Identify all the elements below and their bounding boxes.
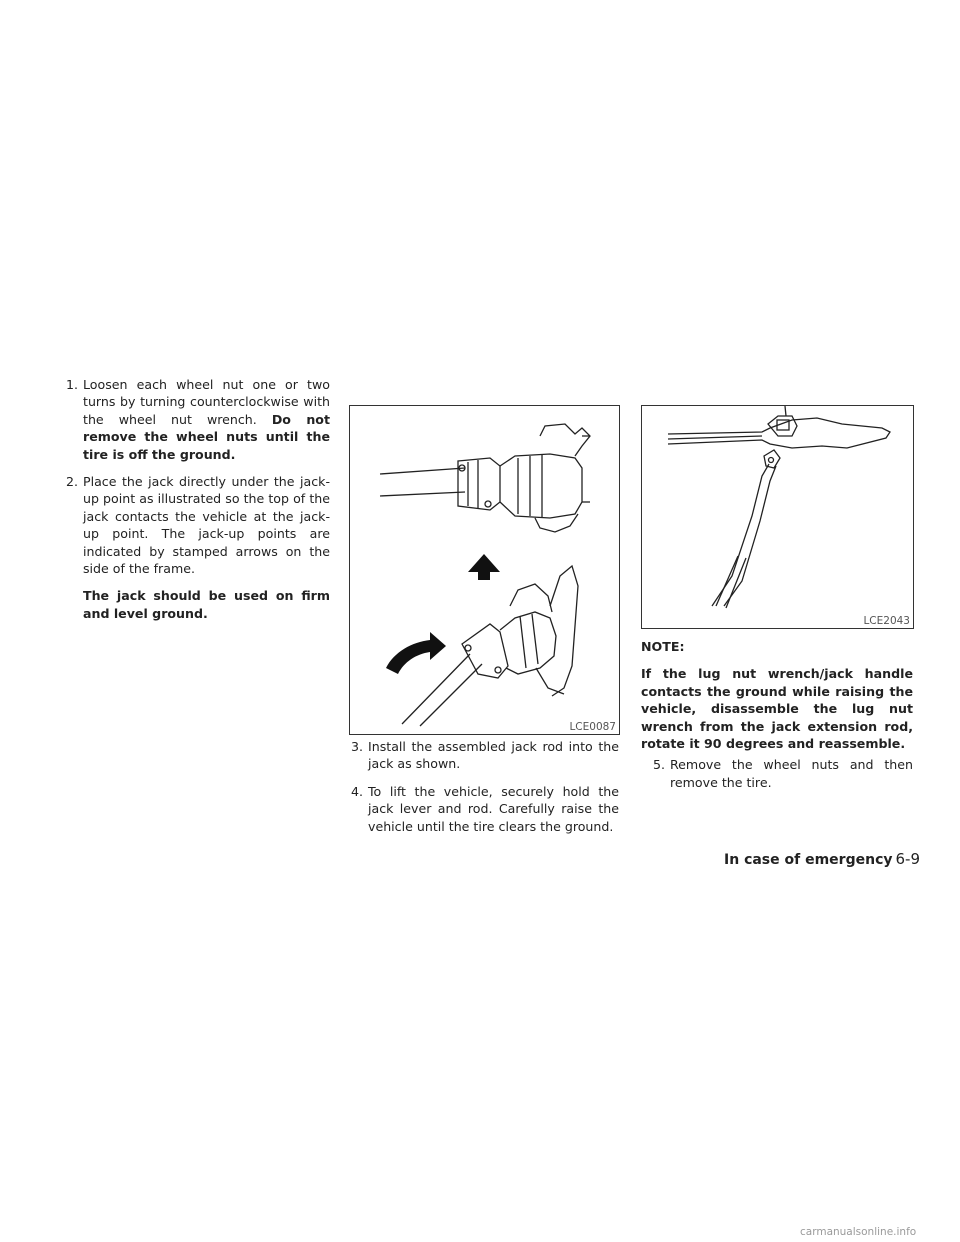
- column-middle: [351, 738, 619, 845]
- up-arrow-icon: [468, 554, 500, 580]
- figure-lug-wrench: [641, 405, 914, 629]
- page-footer: [724, 850, 920, 868]
- figure-code: LCE2043: [863, 615, 910, 627]
- step-text: To lift the vehicle, securely hold the jack lever and rod. Carefully raise the vehicle until the tire clears the ground.: [368, 783, 619, 834]
- step-number: 2.: [66, 474, 79, 490]
- step-number: 1.: [66, 377, 79, 392]
- watermark: carmanualsonline.info: [800, 1226, 917, 1238]
- step-number: 5.: [653, 757, 666, 773]
- step-3: [351, 738, 619, 773]
- curved-arrow-icon: [386, 632, 446, 674]
- step-4: [351, 783, 619, 835]
- step-text: Place the jack directly under the jack-up point as illustrated so the top of the jack contacts the vehicle at the jack-up point. The jack-up points are indicated by stamped arrows on the side of the frame.: [83, 474, 330, 577]
- step-1: [66, 376, 330, 463]
- column-left: [66, 376, 330, 632]
- step-2-warning: The jack should be used on firm and level ground.: [83, 588, 330, 621]
- step-text: Remove the wheel nuts and then remove the tire.: [670, 757, 913, 790]
- figure-jack-rod: [349, 405, 620, 735]
- lug-wrench-illustration: [642, 406, 913, 628]
- step-number: 4.: [351, 783, 364, 799]
- step-warning: Do not remove the wheel nuts until the tire is off the ground.: [83, 411, 330, 462]
- step-5: [653, 756, 913, 791]
- section-title: In case of emergency: [724, 852, 893, 868]
- step-number: 3.: [351, 739, 364, 754]
- figure-code: LCE0087: [569, 721, 616, 733]
- page-number: 6-9: [895, 850, 920, 868]
- step-text: Install the assembled jack rod into the jack as shown.: [368, 739, 619, 772]
- note-body: If the lug nut wrench/jack handle contacts the ground while raising the vehicle, disassemble the lug nut wrench from the jack extension rod, rotate it 90 degrees and reassemble.: [641, 666, 913, 752]
- note-heading: NOTE:: [641, 639, 685, 654]
- jack-rod-illustration: [350, 406, 619, 734]
- step-text: Loosen each wheel nut one or two turns by turning counterclockwise with the wheel nut wrench.: [83, 377, 330, 427]
- column-right: [641, 638, 913, 801]
- step-2: [66, 473, 330, 577]
